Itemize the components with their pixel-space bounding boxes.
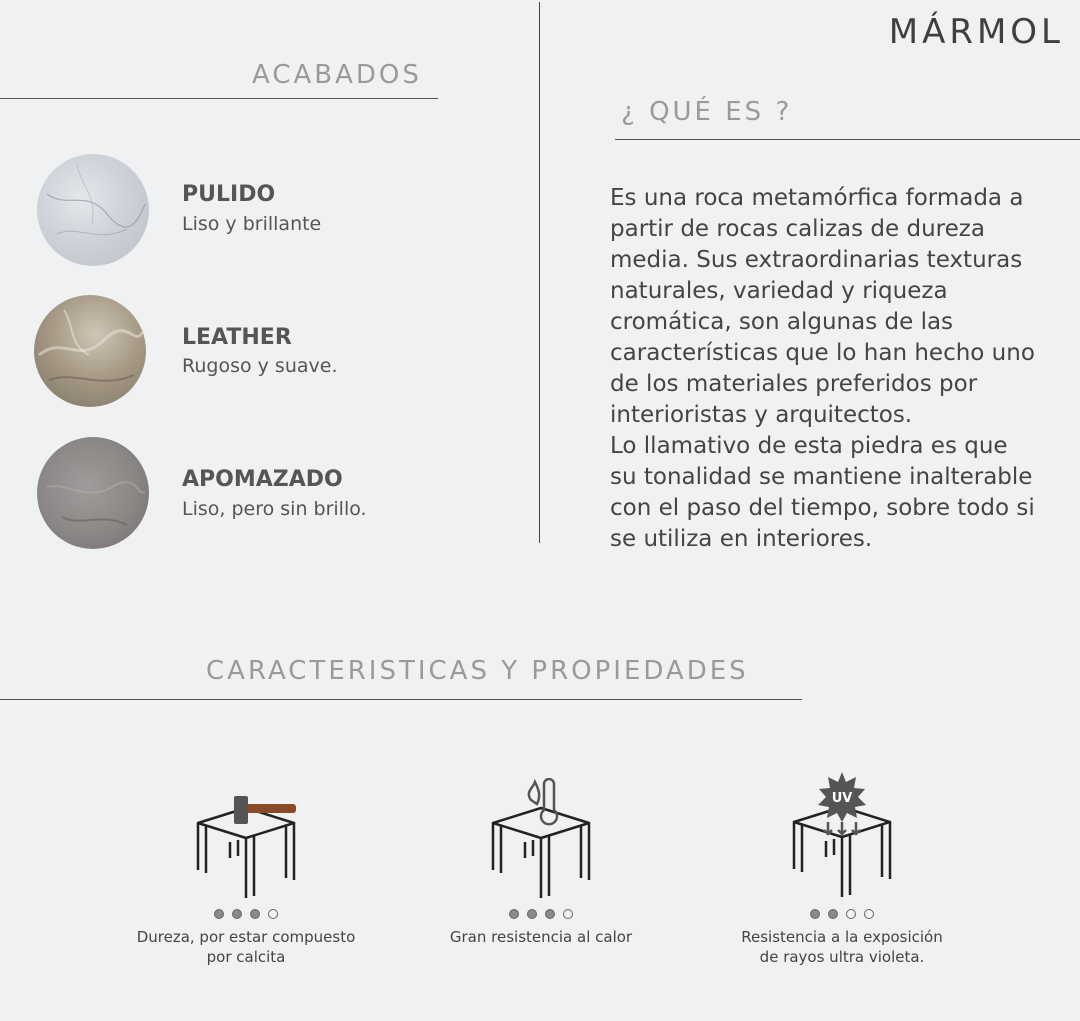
- rating-dots: [411, 909, 671, 919]
- rating-dot-empty: [846, 909, 856, 919]
- finish-desc-leather: Rugoso y suave.: [182, 355, 338, 377]
- caption-line-2: por calcita: [206, 948, 286, 966]
- rating-dot-filled: [509, 909, 519, 919]
- table-heat-icon: [481, 778, 601, 905]
- uv-arrows-icon: [824, 822, 860, 834]
- rating-dot-empty: [268, 909, 278, 919]
- caption-line-1: Resistencia a la exposición: [741, 928, 943, 946]
- properties-underline: [0, 699, 802, 700]
- vertical-divider: [539, 2, 540, 543]
- rating-dot-empty: [864, 909, 874, 919]
- thermometer-icon: [529, 779, 557, 824]
- finishes-underline: [0, 98, 438, 99]
- rating-dot-filled: [232, 909, 242, 919]
- finish-name-pulido: PULIDO: [182, 182, 276, 207]
- table-uv-icon: [782, 772, 902, 905]
- table-hammer-icon: [186, 790, 306, 905]
- rating-dot-filled: [214, 909, 224, 919]
- rating-dot-filled: [810, 909, 820, 919]
- uv-sun-icon: [818, 772, 866, 822]
- finish-desc-apomazado: Liso, pero sin brillo.: [182, 498, 367, 520]
- rating-dot-filled: [545, 909, 555, 919]
- polished-marble-swatch: [37, 154, 149, 266]
- leather-marble-swatch: [34, 295, 146, 407]
- property-heat: [411, 778, 671, 947]
- finish-desc-pulido: Liso y brillante: [182, 213, 322, 235]
- honed-marble-swatch: [37, 437, 149, 549]
- property-uv: [712, 772, 972, 967]
- property-hardness: [116, 790, 376, 967]
- caption-line-2: de rayos ultra violeta.: [759, 948, 925, 966]
- what-heading: ¿ QUÉ ES ?: [621, 97, 793, 127]
- rating-dots: [116, 909, 376, 919]
- rating-dot-filled: [250, 909, 260, 919]
- rating-dot-empty: [563, 909, 573, 919]
- rating-dot-filled: [828, 909, 838, 919]
- description-paragraph-1: Es una roca metamórfica formada a partir de rocas calizas de dureza media. Sus extraordinarias texturas naturales, variedad y riqueza cromática, son algunas de las características que lo han hecho uno de los materiales preferidos por interioristas y arquitectos.: [610, 185, 1035, 428]
- finishes-heading: ACABADOS: [252, 60, 422, 90]
- description-paragraph-2: Lo llamativo de esta piedra es que su tonalidad se mantiene inalterable con el paso del tiempo, sobre todo si se utiliza en interiores.: [610, 433, 1035, 552]
- finish-name-leather: LEATHER: [182, 325, 292, 350]
- page-title: MÁRMOL: [888, 12, 1064, 52]
- finish-name-apomazado: APOMAZADO: [182, 467, 343, 492]
- properties-heading: CARACTERISTICAS Y PROPIEDADES: [206, 656, 749, 686]
- what-underline: [615, 139, 1080, 140]
- description-block: [610, 183, 1040, 555]
- caption-line-1: Dureza, por estar compuesto: [136, 928, 356, 946]
- rating-dot-filled: [527, 909, 537, 919]
- rating-dots: [712, 909, 972, 919]
- svg-text:UV: UV: [831, 791, 853, 806]
- caption-line-1: Gran resistencia al calor: [449, 928, 633, 946]
